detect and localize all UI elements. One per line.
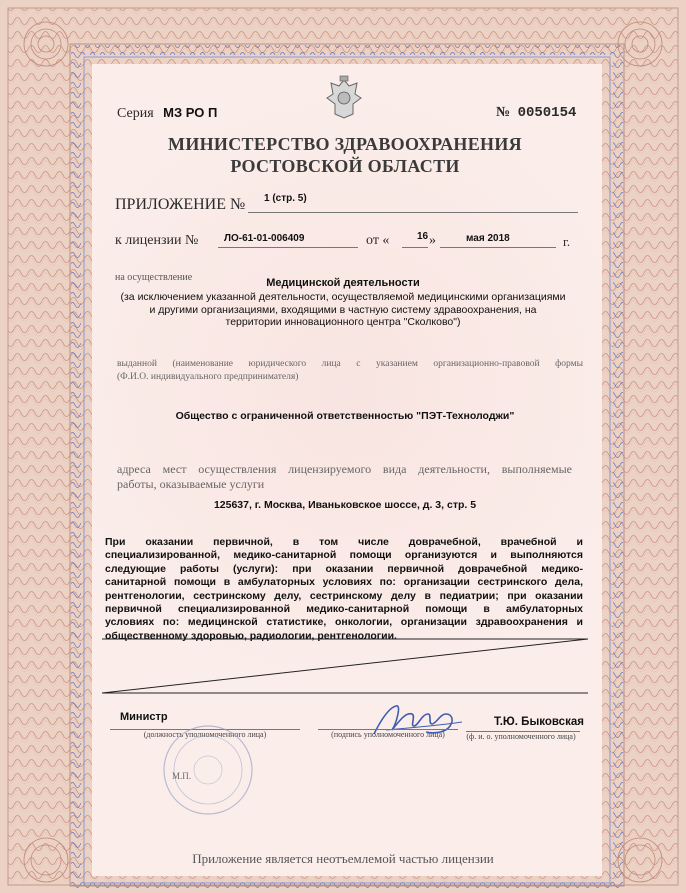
title-line-2: РОСТОВСКОЙ ОБЛАСТИ (230, 156, 460, 176)
license-number: ЛО-61-01-006409 (224, 233, 305, 244)
license-label: к лицензии № (115, 233, 199, 248)
appendix-value: 1 (стр. 5) (264, 193, 307, 204)
activity-details (100, 291, 586, 329)
series-row (117, 105, 217, 122)
page-title (150, 133, 540, 177)
activity-line-3: территории инновационного центра "Сколково") (225, 316, 461, 328)
license-day-underline (402, 247, 428, 248)
number-row (496, 105, 576, 121)
position-caption: (должность уполномоченного лица) (143, 730, 267, 739)
services-line-6: первичной специализированной медико-санитарной помощи в амбулаторных (105, 603, 583, 616)
issued-line-1: выданной (наименование юридического лица с указанием организационно-правовой формы (117, 359, 583, 369)
sign-caption: (подпись уполномоченного лица) (331, 730, 445, 739)
services-line-4: санитарной помощи в амбулаторных условиях по: организации сестринского дела, (105, 576, 583, 589)
services-line-1: При оказании первичной, в том числе доврачебной, врачебной и (105, 536, 583, 548)
number-label: № (496, 105, 511, 120)
license-month-underline (440, 247, 556, 248)
services-line-3: следующие работы (услуги): при оказании первичной доврачебной медико- (105, 562, 583, 575)
appendix-underline (248, 212, 578, 213)
activity-label: на осуществление (115, 272, 193, 283)
signer-position: Министр (120, 711, 168, 723)
license-day: 16 (417, 231, 429, 242)
appendix-label: ПРИЛОЖЕНИЕ № (115, 196, 246, 213)
series-value: МЗ РО П (163, 105, 218, 120)
coat-of-arms-icon (323, 74, 365, 120)
number-value: 0050154 (517, 105, 577, 121)
license-year-suffix: г. (563, 234, 571, 249)
activity-line-1: (за исключением указанной деятельности, осуществляемой медицинскими организациями (120, 291, 566, 303)
services-text (105, 536, 583, 643)
license-month-year: мая 2018 (466, 233, 510, 244)
issued-line-2: (Ф.И.О. индивидуального предпринимателя) (117, 372, 299, 382)
address-value: 125637, г. Москва, Иваньковское шоссе, д. 3, стр. 5 (213, 499, 477, 511)
title-line-1: МИНИСТЕРСТВО ЗДРАВООХРАНЕНИЯ (168, 134, 522, 154)
signer-name: Т.Ю. Быковская (494, 716, 584, 728)
services-line-5: рентгенологии, сестринскому делу, сестринскому делу в педиатрии; при оказании (105, 589, 583, 602)
activity-line-2: и другими организациями, входящими в частную систему здравоохранения, на (149, 303, 537, 316)
footer-note: Приложение является неотъемлемой частью лицензии (192, 851, 494, 866)
services-line-7: условиях по: медицинской статистике, онкологии, организации здравоохранения и (105, 616, 583, 629)
series-label: Серия (117, 106, 154, 121)
stamp-label: М.П. (172, 771, 192, 781)
name-caption: (ф. и. о. уполномоченного лица) (466, 732, 576, 741)
organization-name: Общество с ограниченной ответственностью "ПЭТ-Технолоджи" (175, 410, 515, 422)
z-closing-line (100, 637, 590, 697)
address-line-1: адреса мест осуществления лицензируемого вида деятельности, выполняемые (117, 462, 572, 476)
activity-title: Медицинской деятельности (266, 277, 420, 289)
license-day-close: » (429, 233, 436, 248)
license-number-underline (218, 247, 358, 248)
address-line-2: работы, оказываемые услуги (117, 477, 265, 491)
services-line-2: специализированной, медико-санитарной помощи организуются и выполняются (105, 549, 583, 562)
official-stamp-icon (160, 722, 256, 818)
services-last-line: общественному здоровью, радиологии, рентгенологии. (105, 629, 397, 642)
license-from-label: от « (366, 233, 390, 248)
